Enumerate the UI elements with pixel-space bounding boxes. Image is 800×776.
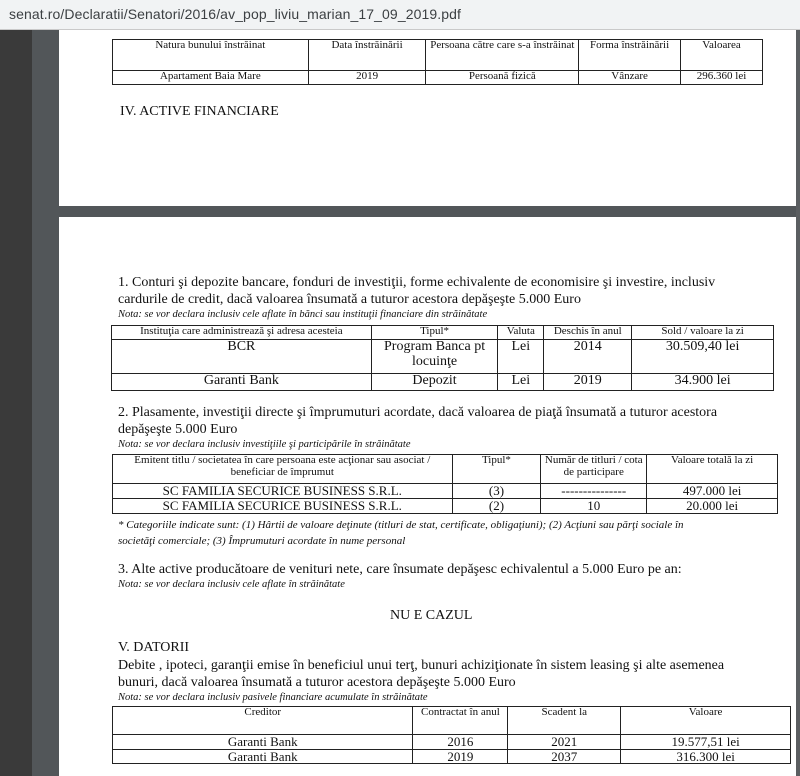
section-1-title-line2: cardurile de credit, dacă valoarea însumată a tuturor acestora depăşeşte 5.000 Euro (118, 292, 581, 307)
table-header-row (113, 455, 778, 484)
table-cell: 2019 (308, 71, 426, 85)
header-cell: Instituţia care administrează şi adresa acesteia (112, 326, 372, 340)
table-cell: Persoană fizică (426, 71, 579, 85)
header-cell: Natura bunului înstrăinat (113, 40, 309, 71)
section-2-title-line1: 2. Plasamente, investiţii directe şi împrumuturi acordate, dacă valoarea de piaţă însumată a tuturor acestora (118, 405, 718, 420)
table-cell: 2016 (413, 735, 508, 750)
table-row (113, 484, 778, 499)
section-2-title-line2: depăşeşte 5.000 Euro (118, 422, 238, 437)
header-cell: Valuta (498, 326, 544, 340)
table-cell: 497.000 lei (647, 484, 778, 499)
table-cell: Lei (498, 340, 544, 374)
table-cell: 296.360 lei (681, 71, 763, 85)
address-bar[interactable] (0, 0, 800, 30)
header-cell: Forma înstrăinării (579, 40, 681, 71)
table-cell: Apartament Baia Mare (113, 71, 309, 85)
section-3-note: Nota: se vor declara inclusiv cele aflate în străinătate (118, 579, 345, 590)
table-cell: Depozit (371, 374, 498, 391)
debts-description-line1: Debite , ipoteci, garanţii emise în beneficiul unui terţ, bunuri achiziţionate în sistem leasing şi alte asemenea (118, 658, 725, 673)
table-cell: (2) (452, 499, 541, 514)
table-header-row (112, 326, 774, 340)
table-cell: --------------- (541, 484, 647, 499)
section-heading-datorii: V. DATORII (118, 640, 190, 655)
header-cell: Tipul* (371, 326, 498, 340)
table-cell: Vânzare (579, 71, 681, 85)
header-cell: Data înstrăinării (308, 40, 426, 71)
pdf-page-1 (59, 30, 796, 206)
section-1-title-line1: 1. Conturi şi depozite bancare, fonduri de investiţii, forme echivalente de economisire şi investire, inclusiv (118, 275, 716, 290)
table-cell: 10 (541, 499, 647, 514)
table-header-row (113, 40, 763, 71)
table-cell: (3) (452, 484, 541, 499)
investments-table (112, 454, 778, 514)
table-cell: 34.900 lei (632, 374, 774, 391)
header-cell: Sold / valoare la zi (632, 326, 774, 340)
table-cell: Garanti Bank (113, 735, 413, 750)
table-row (112, 374, 774, 391)
table-row (113, 735, 791, 750)
table-cell: Lei (498, 374, 544, 391)
table-cell: 2014 (544, 340, 632, 374)
section-2-note: Nota: se vor declara inclusiv investiţiile şi participările în străinătate (118, 439, 411, 450)
table-row (112, 340, 774, 374)
table-header-row (113, 707, 791, 735)
header-cell: Valoarea (681, 40, 763, 71)
section-heading-active-financiare: IV. ACTIVE FINANCIARE (120, 104, 279, 119)
table-row (113, 71, 763, 85)
pdf-page-2 (59, 217, 796, 776)
table-cell: 2019 (544, 374, 632, 391)
table-cell: 19.577,51 lei (621, 735, 791, 750)
categories-footnote-line1: * Categoriile indicate sunt: (1) Hârtii de valoare deţinute (titluri de stat, certificate, obligaţiuni); (2) Acţiuni sau părţi sociale în (118, 519, 684, 531)
header-cell: Deschis în anul (544, 326, 632, 340)
header-cell: Creditor (113, 707, 413, 735)
nu-e-cazul-label: NU E CAZUL (390, 608, 473, 623)
header-cell: Valoare totală la zi (647, 455, 778, 484)
table-cell: Garanti Bank (113, 749, 413, 764)
header-cell: Contractat în anul (413, 707, 508, 735)
alienated-goods-table (112, 39, 763, 85)
table-cell: 2021 (508, 735, 621, 750)
table-cell: SC FAMILIA SECURICE BUSINESS S.R.L. (113, 499, 453, 514)
header-cell: Emitent titlu / societatea în care persoana este acţionar sau asociat / beneficiar de împrumut (113, 455, 453, 484)
bank-accounts-table (111, 325, 774, 391)
section-1-note: Nota: se vor declara inclusiv cele aflate în bănci sau instituţii financiare din străinătate (118, 309, 488, 320)
viewer-left-margin (0, 30, 32, 776)
address-url[interactable]: senat.ro/Declaratii/Senatori/2016/av_pop_liviu_marian_17_09_2019.pdf (9, 6, 461, 22)
table-cell: 2037 (508, 749, 621, 764)
header-cell: Scadent la (508, 707, 621, 735)
table-cell: 2019 (413, 749, 508, 764)
table-cell: BCR (112, 340, 372, 374)
table-cell: 30.509,40 lei (632, 340, 774, 374)
table-cell: Program Banca pt locuinţe (371, 340, 498, 374)
header-cell: Număr de titluri / cota de participare (541, 455, 647, 484)
table-row (113, 749, 791, 764)
table-row (113, 499, 778, 514)
categories-footnote-line2: societăţi comerciale; (3) Împrumuturi acordate în nume personal (118, 535, 406, 547)
header-cell: Tipul* (452, 455, 541, 484)
header-cell: Persoana către care s-a înstrăinat (426, 40, 579, 71)
scrollbar[interactable] (796, 30, 800, 776)
debts-table (112, 706, 791, 764)
table-cell: 316.300 lei (621, 749, 791, 764)
header-cell: Valoare (621, 707, 791, 735)
table-cell: 20.000 lei (647, 499, 778, 514)
debts-note: Nota: se vor declara inclusiv pasivele financiare acumulate în străinătate (118, 692, 428, 703)
section-3-title: 3. Alte active producătoare de venituri nete, care însumate depăşesc echivalentul a 5.000 Euro pe an: (118, 562, 682, 577)
debts-description-line2: bunuri, dacă valoarea însumată a tuturor acestora depăşeşte 5.000 Euro (118, 675, 516, 690)
table-cell: Garanti Bank (112, 374, 372, 391)
table-cell: SC FAMILIA SECURICE BUSINESS S.R.L. (113, 484, 453, 499)
